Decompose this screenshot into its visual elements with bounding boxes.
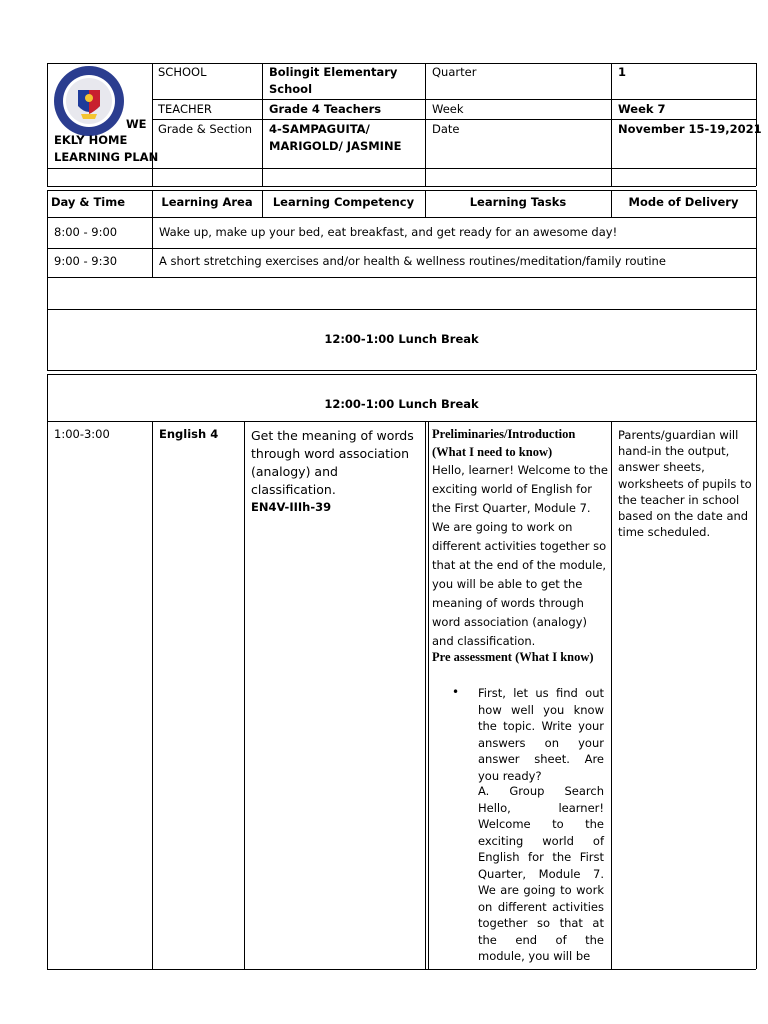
school-label: SCHOOL [158, 65, 207, 79]
lunch-break-2: 12:00-1:00 Lunch Break [324, 397, 479, 411]
row-text-stretching: A short stretching exercises and/or health & wellness routines/meditation/family routine [159, 254, 666, 268]
column-header-day-time: Day & Time [50, 195, 126, 209]
we-fragment: WE [126, 117, 147, 131]
deped-seal-logo [52, 64, 126, 138]
grade-section-label: Grade & Section [158, 122, 253, 136]
prelim-heading: Preliminaries/Introduction (What I need to know) [432, 427, 576, 459]
lunch-break-1: 12:00-1:00 Lunch Break [324, 332, 479, 346]
group-search-text: A. Group Search Hello, learner! Welcome to the exciting world of English for the First Quarter, Module 7. We are going to work on different activities together so that at the end of the module, you will be [478, 784, 604, 963]
plan-title: EKLY HOME LEARNING PLAN [54, 133, 159, 164]
prelim-body: Hello, learner! Welcome to the exciting world of English for the First Quarter, Module 7. We are going to work on different activities together so that at the end of the module, you will be able to get the meaning of words through word association (analogy) and classification. [432, 463, 608, 648]
quarter-label: Quarter [432, 65, 477, 79]
date-label: Date [432, 122, 460, 136]
english-competency-code: EN4V-IIIh-39 [251, 500, 332, 514]
row-time-8: 8:00 - 9:00 [54, 225, 118, 239]
teacher-label: TEACHER [158, 102, 212, 116]
week-value: Week 7 [618, 102, 666, 116]
pre-assessment-heading: Pre assessment (What I know) [432, 650, 594, 664]
school-value: Bolingit Elementary School [269, 65, 398, 96]
week-label: Week [432, 102, 464, 116]
mode-of-delivery-text: Parents/guardian will hand-in the output, answer sheets, worksheets of pupils to the teacher in school based on the date and time scheduled. [618, 428, 752, 540]
column-header-mode-of-delivery: Mode of Delivery [628, 195, 739, 209]
quarter-value: 1 [618, 65, 627, 79]
teacher-value: Grade 4 Teachers [269, 102, 382, 116]
row-time-9: 9:00 - 9:30 [54, 254, 118, 268]
row-text-wake-up: Wake up, make up your bed, eat breakfast, and get ready for an awesome day! [159, 225, 618, 239]
english-time: 1:00-3:00 [54, 427, 110, 441]
column-header-learning-tasks: Learning Tasks [469, 195, 567, 209]
column-header-learning-area: Learning Area [161, 195, 253, 209]
english-area: English 4 [159, 427, 219, 441]
pre-assessment-instructions: First, let us find out how well you know the topic. Write your answers on your answer sheet. Are you ready? [478, 686, 604, 783]
english-competency: Get the meaning of words through word association (analogy) and classification. [251, 428, 414, 497]
column-header-learning-competency: Learning Competency [272, 195, 415, 209]
bullet-icon: • [452, 685, 460, 699]
grade-section-value: 4-SAMPAGUITA/ MARIGOLD/ JASMINE [269, 122, 402, 153]
date-value: November 15-19,2021 [618, 122, 762, 136]
